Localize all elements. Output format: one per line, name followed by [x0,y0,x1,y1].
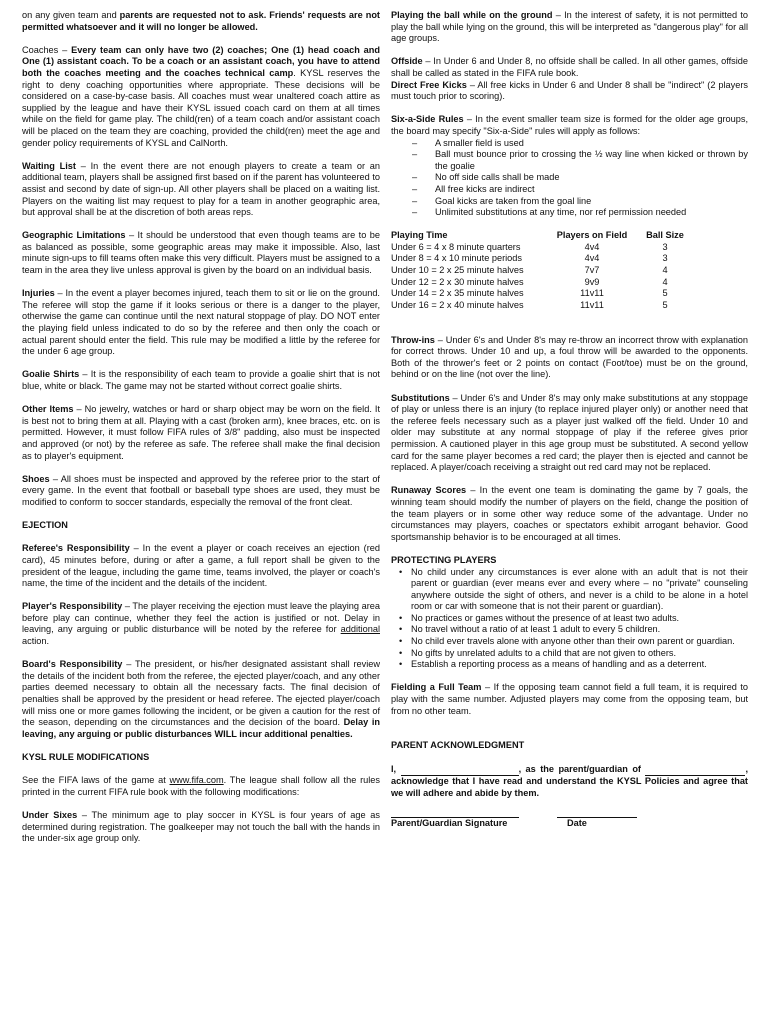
right-column [391,10,748,830]
table-row [391,300,697,312]
table-row [391,277,697,289]
table-cell: 4v4 [584,253,600,264]
list-item: • Establish a reporting process as a means of handling and as a deterrent. [399,659,748,671]
list-item: – Ball must bounce prior to crossing the ½ way line when kicked or thrown by the goalie [412,149,748,172]
player-responsibility-section: Player's Responsibility – The player receiving the ejection must leave the playing area before play can continue, whether they feel the action is justified or not. Delay in leaving, any arguing or public disturbance will be noted by the referee for additional action. [22,601,380,647]
date-label: Date [567,817,587,828]
rule-modifications-heading: KYSL RULE MODIFICATIONS [22,752,150,762]
substitutions-section: Substitutions – Under 6's and Under 8's may only make substitutions at any stoppage of play or unless there is an injury (to replace injured player only) or another need that the referee feels necessary such as a player just walked off the field. Under 10 and older may substitute at any normal stoppage of play if the referee gives prior permission. A cautioned player in this age group must be substituted. A second yellow card for the same player becomes a red card; the player then is ejected and cannot be replaced. A player/coach receiving a straight out red card may not be replaced. [391,392,748,473]
signature-label: Parent/Guardian Signature [391,817,508,828]
signature-block [391,817,748,830]
protecting-players-list [391,567,748,671]
fifa-link[interactable]: www.fifa.com [169,775,224,786]
table-cell: 3 [662,241,668,252]
table-cell: 4 [662,265,668,276]
list-item: – No off side calls shall be made [412,172,748,184]
protecting-players-heading: PROTECTING PLAYERS [391,554,497,565]
table-cell: Under 10 = 2 x 25 minute halves [391,265,524,276]
referee-responsibility-section: Referee's Responsibility – In the event a player or coach receives an ejection (red card), 45 minutes before, during or after a game, a full report shall be given to the president of the league, including the game time, teams involved, the player or coach's name, the time of the incident and the details of the incident. [22,543,380,589]
runaway-scores-section: Runaway Scores – In the event one team is dominating the game by 7 goals, the winning team should modify the number of players on the field, change the position of the team players or in some other way reduce some of the advantage. Under no circumstances may players, coaches or spectators exhibit arrogant behavior. Good sportsmanship behavior is to be encouraged at all times. [391,485,748,542]
table-header-row [391,230,697,242]
list-item: • No practices or games without the presence of at least two adults. [399,613,748,625]
goalie-shirts-section: Goalie Shirts – It is the responsibility of each team to provide a goalie shirt that is not blue, white or black. The game may not be started without correct goalie shirts. [22,369,380,391]
column-header: Ball Size [646,230,684,241]
table-cell: 7v7 [584,265,600,276]
table-row [391,288,697,300]
table-cell: 5 [662,299,668,310]
date-field[interactable] [557,817,637,830]
offside-section: Offside – In Under 6 and Under 8, no offside shall be called. In all other games, offside shall be called as stated in the FIFA rule book. [391,56,748,78]
six-a-side-section: Six-a-Side Rules – In the event smaller team size is formed for the older age groups, the board may specify "Six-a-Side" rules will apply as follows: [391,114,748,136]
board-responsibility-section: Board's Responsibility – The president, or his/her designated assistant shall review the details of the incident both from the referee, the ejected player/coach, and any other parties deemed necessary to obtain all the necessary facts. The final decision of penalties shall be approved by the president or head referee. The ejected player/coach will miss one or more games following the incident, or be given a caution for the rest of the season, depending on the circumstances and the decision of the board. Delay in leaving, any arguing or public disturbances WILL incur additional penalties. [22,659,381,739]
parent-acknowledgment-heading: PARENT ACKNOWLEDGMENT [391,740,525,751]
ejection-heading: EJECTION [22,520,68,531]
table-cell: 4 [662,276,668,287]
table-cell: 11v11 [580,299,604,310]
table-row [391,253,697,265]
fielding-full-team-section: Fielding a Full Team – If the opposing team cannot field a full team, it is required to play with the same number. Adjusted players may come from the opposing team, but from no other team. [391,682,748,716]
geographic-limitations-section: Geographic Limitations – It should be understood that even though teams are to be as balanced as possible, some geographic areas may make it impossible. Also, last minute sign-ups to fill teams often make this very difficult. Players must be assigned to a team in the area they live unless approval is given by the board on an individual basis. [22,230,380,276]
acknowledgment-statement: I, , as the parent/guardian of , acknowledge that I have read and understand the KYSL Policies and agree that we will adhere and abide by them. [391,763,748,798]
list-item: – A smaller field is used [412,138,748,150]
table-cell: 3 [662,253,668,264]
table-cell: Under 6 = 4 x 8 minute quarters [391,241,521,252]
coaches-section: Coaches – Every team can only have two (2) coaches; One (1) head coach and One (1) assistant coach. To be a coach or an assistant coach, you have to attend both the coaches meeting and the coaches technical camp. KYSL reserves the right to deny coaching opportunities where appropriate. These decisions will be considered on a case-by-case basis. All coaches must wear unaltered coach attire as supplied by the league and have their KYSL issued coach card on them at all times while on the field for game play. The child(ren) of a team coach and/or assistant coach will be placed on the team they are coaching, provided the child(ren) meet the age and gender policy requirements of KYSL and CalNorth. [22,44,381,148]
list-item: – Goal kicks are taken from the goal line [412,196,748,208]
list-item: – All free kicks are indirect [412,184,748,196]
shoes-section: Shoes – All shoes must be inspected and approved by the referee prior to the start of every game. In the event that football or baseball type shoes are used, they must be modified to conform to soccer standards, especially the removal of the front cleat. [22,473,380,507]
intro-paragraph: on any given team and parents are requested not to ask. Friends' requests are not permitted whatsoever and it will no longer be allowed. [22,10,380,32]
left-column [22,10,380,845]
free-kicks-section: Direct Free Kicks – All free kicks in Under 6 and Under 8 shall be "indirect" (2 players must touch prior to scoring). [391,79,748,102]
table-cell: Under 14 = 2 x 35 minute halves [391,288,524,299]
fifa-paragraph: See the FIFA laws of the game at www.fifa.com. The league shall follow all the rules printed in the current FIFA rule book with the following modifications: [22,775,380,797]
table-cell: 4v4 [584,241,600,252]
six-a-side-list [391,138,748,219]
table-cell: 5 [662,288,668,299]
ground-play-section: Playing the ball while on the ground – In the interest of safety, it is not permitted to play the ball while lying on the ground, this will be interpreted as "dangerous play" for all age groups. [391,10,749,44]
other-items-section: Other Items – No jewelry, watches or hard or sharp object may be worn on the field. It is best not to bring them at all. Playing with a cast (broken arm), knee braces, etc. on is permitted. However, it must follow FIFA rules of 3/8" padding, also must be inspected and approved (or not) by the referee as safe. The referee shall make the final decision as to player's equipment. [22,404,380,461]
parent-name-field[interactable] [401,764,519,777]
table-row [391,265,697,277]
table-cell: Under 12 = 2 x 30 minute halves [391,276,524,287]
child-name-field[interactable] [645,764,745,777]
injuries-section: Injuries – In the event a player becomes injured, teach them to sit or lie on the ground. The referee will stop the game if it looks serious or there is a danger to the player, otherwise the game can continue until the next natural stoppage of play. DO NOT enter the playing field unless indicated to do so by the referee and then only the coach or actual parent should enter the field. This rule may be modified a little by the referee for the under 6 age group. [22,288,380,357]
table-cell: 9v9 [584,276,600,287]
list-item: – Unlimited substitutions at any time, nor ref permission needed [412,207,748,219]
list-item: • No gifts by unrelated adults to a child that are not given to others. [399,648,748,660]
waiting-list-section: Waiting List – In the event there are not enough players to create a team or an additional team, players shall be assigned first based on if the parent has volunteered to assist and second by date of sign-up. All other players shall be placed on a waiting list. Players on the waiting list may request to play for a team in another geographic area, but approval shall be at the discretion of both areas reps. [22,160,381,218]
list-item: • No child ever travels alone with anyone other than their own parent or guardian. [399,636,748,648]
playing-time-table [391,230,697,311]
throw-ins-section: Throw-ins – Under 6's and Under 8's may re-throw an incorrect throw with explanation for correct throws. Under 10 and up, a foul throw will be awarded to the opponents. Both of the thrower's feet or 2 points on contact (Foot/toe) must be on the ground, behind or on the line (not over the line). [391,334,749,380]
column-header: Players on Field [556,230,628,241]
table-cell: 11v11 [580,288,604,299]
signature-field[interactable] [391,817,519,830]
column-header: Playing Time [391,230,448,241]
table-row [391,242,697,254]
table-cell: Under 16 = 2 x 40 minute halves [391,299,524,310]
list-item: • No travel without a ratio of at least 1 adult to every 5 children. [399,624,748,636]
list-item: • No child under any circumstances is ever alone with an adult that is not their parent or guardian (ever means ever and every where – no "private" counseling anywhere outside the sight of others, and never is a child to be alone in a hotel room or car with someone that is not their parent or guardian). [399,567,748,613]
table-cell: Under 8 = 4 x 10 minute periods [391,253,522,264]
under-sixes-section: Under Sixes – The minimum age to play soccer in KYSL is four years of age as determined during registration. The goalkeeper may not touch the ball with the hands in the under-six age group only. [22,809,380,844]
